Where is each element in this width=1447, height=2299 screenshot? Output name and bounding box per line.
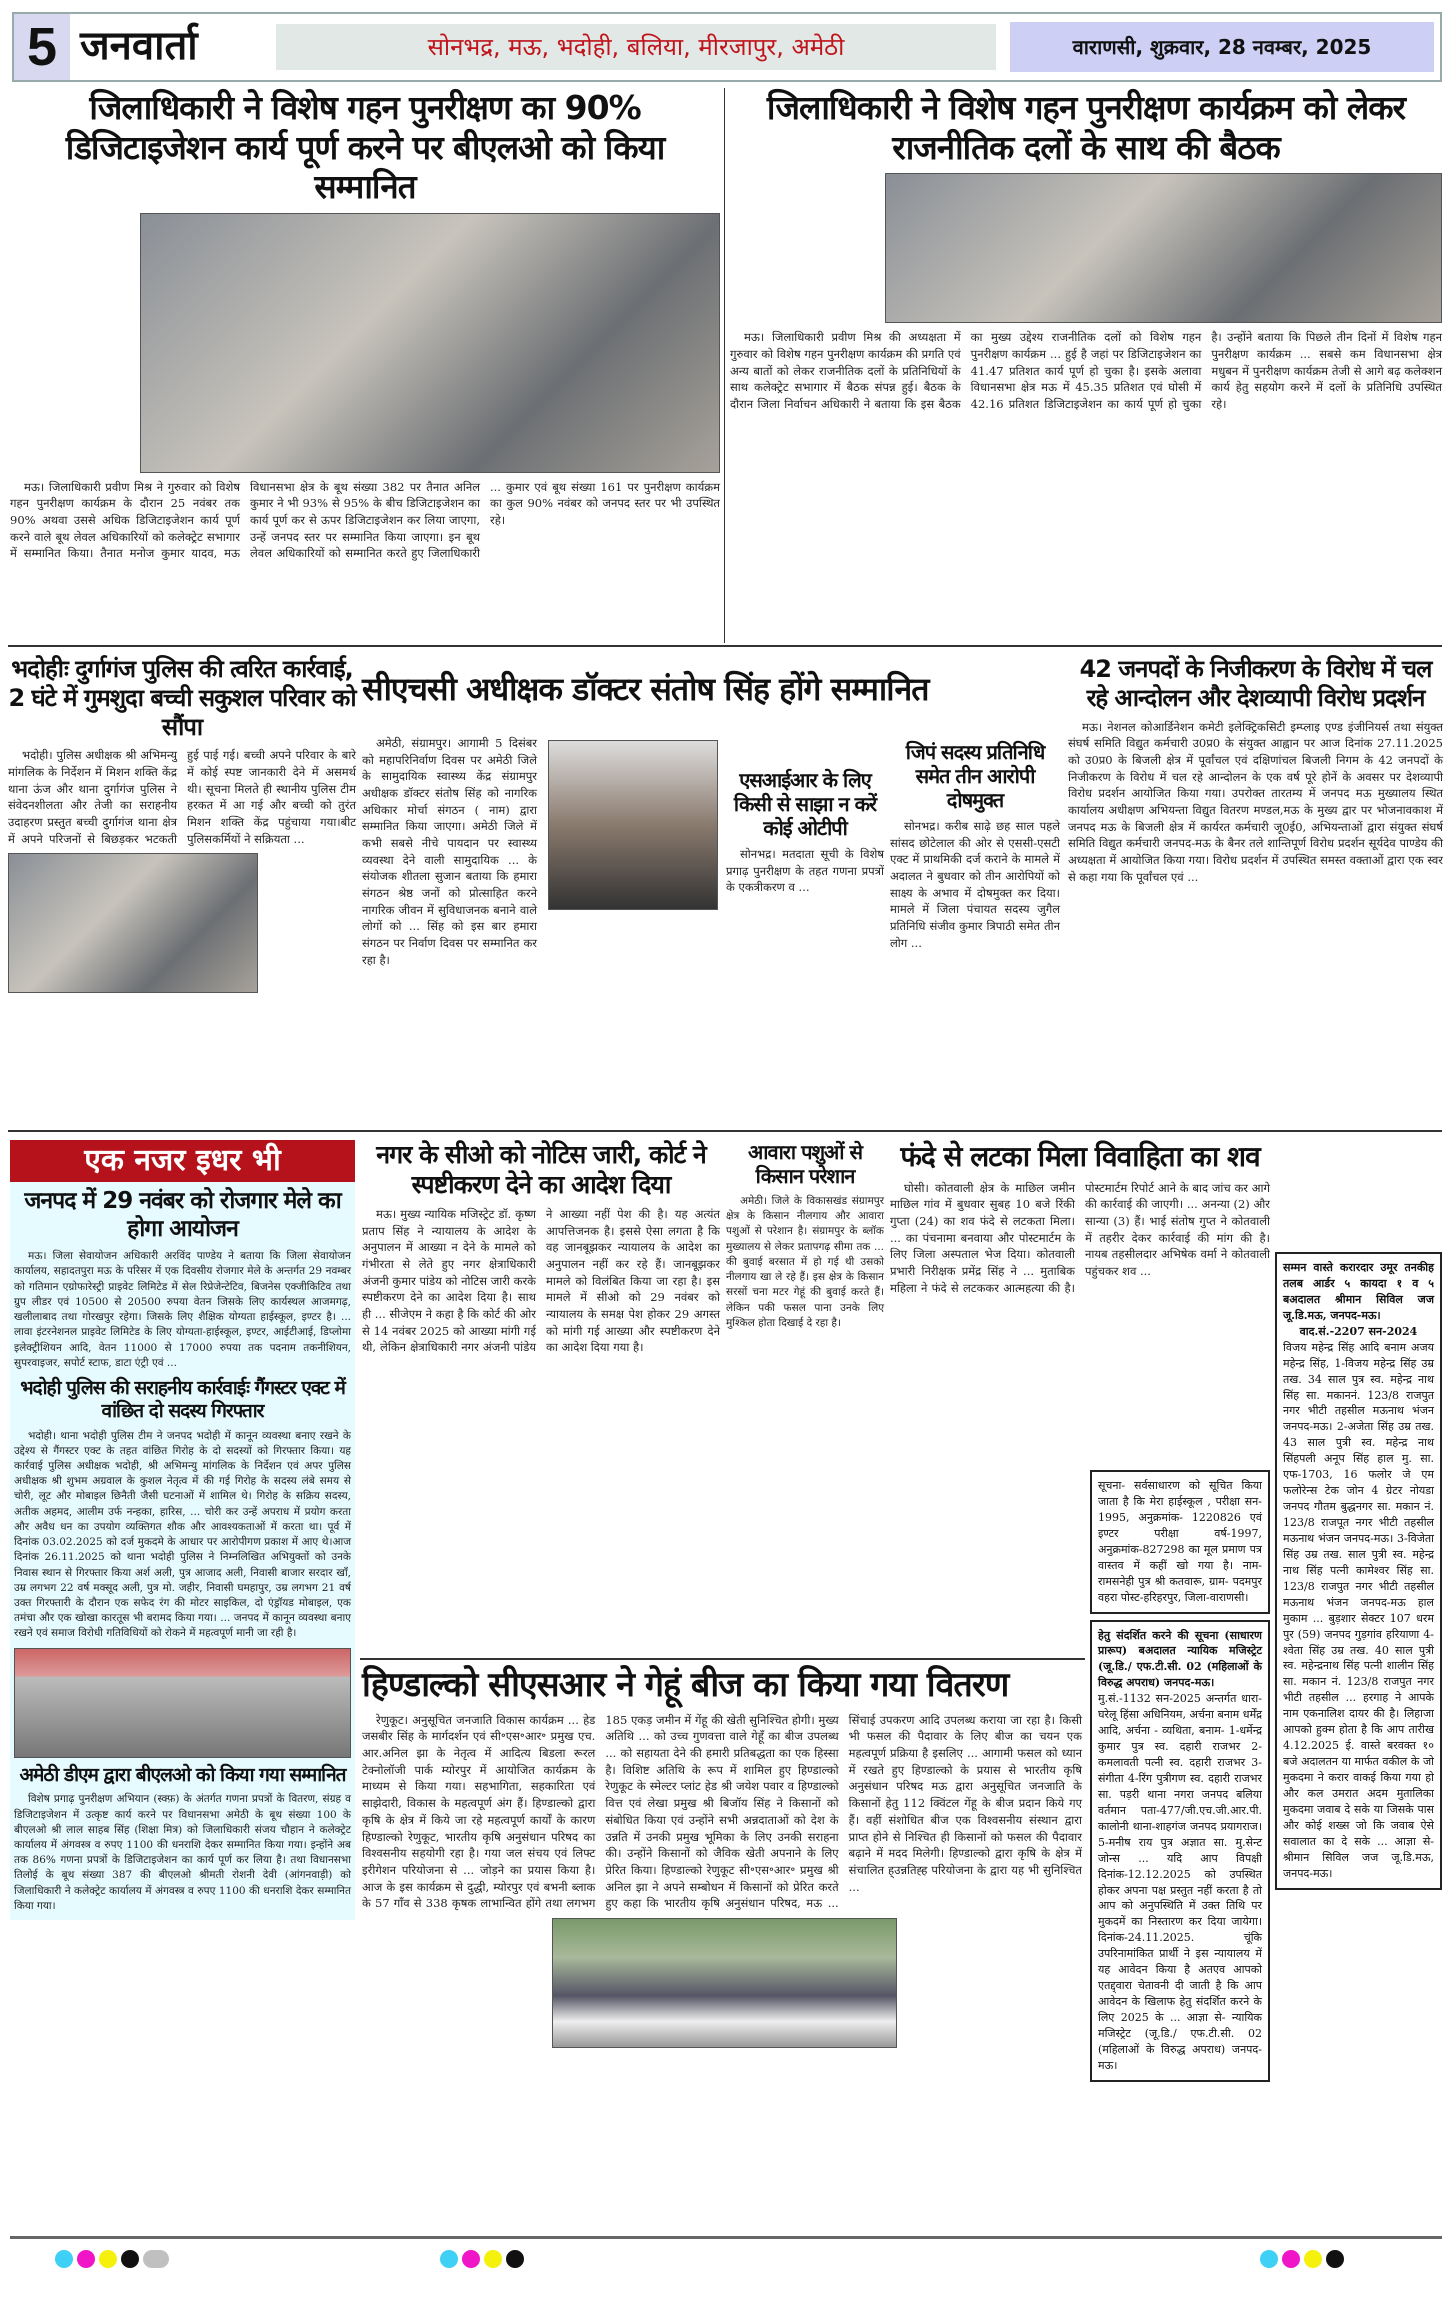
section-rule	[8, 1130, 1442, 1132]
photo-seed-distribution	[552, 1918, 897, 2048]
yellow-dot	[99, 2250, 117, 2268]
notice-lost-certificate: सूचना- सर्वसाधारण को सूचित किया जाता है कि मेरा हाईस्कूल , परीक्षा सन- 1995, अनुक्रमांक- 1220826 एवं इण्टर परीक्षा वर्ष-1997, अनुक्रमांक-827298 का मूल प्रमाण पत्र वास्तव में कहीं खो गया है। नाम- रामसनेही पुत्र श्री कतवारू, ग्राम- पदमपुर वहरा पोस्ट-हरिहरपुर, जिला-वाराणसी।	[1090, 1470, 1270, 1614]
article-bhadohi-child: भदोही। पुलिस अधीक्षक श्री अभिमन्यु मांगलिक के निर्देशन में मिशन शक्ति केंद्र थाना ऊंज और थाना दुर्गागंज पुलिस ने संवेदनशीलता और तेजी का सराहनीय उदाहरण प्रस्तुत बच्ची दुर्गागंज थाना क्षेत्र में अपने परिजनों से बिछड़कर भटकती हुई पाई गई। बच्ची अपने परिवार के बारे में कोई स्पष्ट जानकारी देने में असमर्थ थी। सूचना मिलते ही स्थानीय पुलिस टीम हरकत में आ गई और बच्ची को तुरंत मिशन शक्ति केंद्र पहुंचाया गया।बीट पुलिसकर्मियों ने सक्रियता ...	[8, 748, 356, 846]
article-privatisation: मऊ। नेशनल कोआर्डिनेशन कमेटी इलेक्ट्रिकसिटी इम्प्लाइ एण्ड इंजीनियर्स तथा संयुक्त संघर्ष समिति विद्युत कर्मचारी उ0प्र0 के संयुक्त आह्वान पर आज दिनांक 27.11.2025 को उ0प्र0 के बिजली क्षेत्र में पूर्वांचल एवं दक्षिणांचल बिजली निगम के 42 जनपदों के निजीकरण के विरोध में चल रहे आन्दोलन के एक वर्ष पूरे होनें के अवसर पर देशव्यापी विरोध प्रदर्शन आयोजित किया गया। उपरोक्त तारतम्य में जनपद मऊ मुख्यालय स्थित कार्यालय अधीक्षण अभियन्ता विद्युत वितरण मण्डल,मऊ के मुख्य द्वार पर भोजनावकाश में जनपद मऊ के बिजली क्षेत्र में कार्यरत कर्मचारी जू0ई0, अभियन्ताओं द्वारा संयुक्त संघर्ष समिति विद्युत कर्मचारी जनपद-मऊ के बैनर तले शान्तिपूर्ण विरोध प्रदर्शन सूर्यदेव पाण्डेय की अध्यक्षता में आयोजित किया गया। विरोध प्रदर्शन में उपस्थित समस्त वक्ताओं द्वारा एक स्वर से कहा गया कि पूर्वांचल एवं ...	[1068, 719, 1443, 884]
cyan-dot	[55, 2250, 73, 2268]
article-zip-member: सोनभद्र। करीब साढ़े छह साल पहले सांसद छोटेलाल की ओर से एससी-एसटी एक्ट में प्राथमिकी दर्ज कराने के मामले में अदालत ने बुधवार को तीन आरोपियों को साक्ष्य के अभाव में दोषमुक्त कर दिया। मामले में जिला पंचायत सदस्य जुगैल प्रतिनिधि संजीव कुमार त्रिपाठी समेत तीन लोग ...	[890, 819, 1060, 950]
article-sir-otp: सोनभद्र। मतदाता सूची के विशेष प्रगाढ़ पुनरीक्षण के तहत गणना प्रपत्रों के एकत्रीकरण व ...	[726, 847, 884, 895]
headline-chc-doctor: सीएचसी अधीक्षक डॉक्टर संतोष सिंह होंगे सम्मानित	[362, 670, 929, 708]
photo-mission-shakti-kendra	[8, 853, 258, 993]
black-dot	[1326, 2250, 1344, 2268]
magenta-dot	[77, 2250, 95, 2268]
registration-marks-middle	[440, 2250, 528, 2272]
black-dot	[121, 2250, 139, 2268]
article-party-meeting-body: मऊ। जिलाधिकारी प्रवीण मिश्र की अध्यक्षता में गुरुवार को विशेष गहन पुनरीक्षण कार्यक्रम की प्रगति एवं अन्य बातों को लेकर राजनीतिक दलों के प्रतिनिधियों के साथ कलेक्ट्रेट सभागार में बैठक संपन्न हुई। बैठक के दौरान जिला निर्वाचन अधिकारी ने बताया कि इस बैठक का मुख्य उद्देश्य राजनीतिक दलों को विशेष गहन पुनरीक्षण कार्यक्रम ... हुई है जहां पर डिजिटाइजेशन का 41.47 प्रतिशत कार्य पूर्ण हो चुका है। इसके अलावा विधानसभा क्षेत्र मऊ में 45.35 प्रतिशत एवं घोसी में 42.16 प्रतिशत डिजिटाइजेशन का कार्य पूर्ण हो चुका है। उन्होंने बताया कि पिछले तीन दिनों में विशेष गहन पुनरीक्षण कार्यक्रम ... सबसे कम विधानसभा क्षेत्र मधुबन में पुनरीक्षण कार्यक्रम तेजी से आगे बढ़ कलेक्शन कार्य हेतु सहयोग करने में दलों के प्रतिनिधि उपस्थित रहे।	[730, 330, 1442, 411]
headline-gangster: भदोही पुलिस की सराहनीय कार्रवाईः गैंगस्टर एक्ट में वांछित दो सदस्य गिरफ्तार	[20, 1376, 345, 1422]
headline-co-notice: नगर के सीओ को नोटिस जारी, कोर्ट ने स्पष्टीकरण देने का आदेश दिया	[376, 1140, 706, 1199]
headline-hanging: फंदे से लटका मिला विवाहिता का शव	[900, 1140, 1260, 1173]
headline-bhadohi-child: भदोहीः दुर्गागंज पुलिस की त्वरित कार्रवाई, 2 घंटे में गुमशुदा बच्ची सकुशल परिवार को सौंपा	[8, 655, 356, 741]
cyan-dot	[440, 2250, 458, 2268]
magenta-dot	[462, 2250, 480, 2268]
yellow-dot	[484, 2250, 502, 2268]
headline-party-meeting: जिलाधिकारी ने विशेष गहन पुनरीक्षण कार्यक्रम को लेकर राजनीतिक दलों के साथ की बैठक	[766, 88, 1406, 167]
article-amethi-dm: विशेष प्रगाढ़ पुनरीक्षण अभियान (स्क्फ़) के अंतर्गत गणना प्रपत्रों के वितरण, संग्रह व डिजिटाइजेशन में उत्कृष्ट कार्य करने पर विधानसभा अमेठी के बूथ संख्या 100 के बीएलओ श्री लाल साहब सिंह (शिक्षा मित्र) को जिलाधिकारी संजय चौहान ने कलेक्ट्रेट कार्यालय में अंगवस्त्र व रुपए 1100 की धनराशि देकर सम्मानित किया गया। इन्होंने अब तक 86% गणना प्रपत्रों के डिजिटाइजेशन का कार्य पूर्ण कर लिया है। तथा विधानसभा तिलोई के बूथ संख्या 387 की बीएलओ श्रीमती रोशनी देवी (आंगनवाड़ी) को जिलाधिकारी ने कलेक्ट्रेट कार्यालय में अंगवस्त्र व रुपए 1100 की धनराशि देकर सम्मानित किया गया।	[14, 1793, 351, 1912]
photo-dr-santosh-singh	[548, 740, 718, 910]
story-co-notice	[362, 1140, 720, 1356]
gray-dot	[143, 2250, 169, 2268]
story-zip-member	[890, 740, 1060, 951]
paper-name: जनवार्ता	[80, 23, 198, 69]
story-bhadohi-child	[8, 655, 356, 993]
story-blo-honour	[10, 88, 720, 562]
cyan-dot	[1260, 2250, 1278, 2268]
story-sir-otp	[726, 768, 884, 896]
page-number: 5	[14, 14, 70, 80]
headline-stray-cattle: आवारा पशुओं से किसान परेशान	[748, 1140, 862, 1188]
article-rozgar-mela: मऊ। जिला सेवायोजन अधिकारी अरविंद पाण्डेय ने बताया कि जिला सेवायोजन कार्यालय, सहादतपुरा मऊ के परिसर में एक दिवसीय रोजगार मेले के अन्तर्गत 29 नवम्बर को गतिमान एग्रोफारेस्ट्री प्राइवेट लिमिटेड में सेल रिप्रेजेन्टेटिव, बिजनेस एक्जीकिटिव तथा ग्रुप लीडर एवं 10500 से 20500 रुपया वेतन जिसके लिए कार्यस्थल आजमगढ़, खलीलाबाद तथा गोरखपुर रहेगा। जिसके लिए शैक्षिक योग्यता हाईस्कूल, इण्टर है। ... लावा इंटरनेशनल प्राइवेट लिमिटेड के लिए योग्यता-हाईस्कूल, इण्टर, आईटीआई, डिप्लोमा इलेक्ट्रीशियन आदि, वेतन 11000 से 17000 रुपया तक पदनाम तकनीशियन, सुपरवाइजर, सपोर्ट स्टाफ, डाटा एंट्री एवं ...	[14, 1250, 351, 1369]
headline-privatisation: 42 जनपदों के निजीकरण के विरोध में चल रहे आन्दोलन और देशव्यापी विरोध प्रदर्शन	[1079, 655, 1432, 712]
headline-blo-honour: जिलाधिकारी ने विशेष गहन पुनरीक्षण का 90% डिजिटाइजेशन कार्य पूर्ण करने पर बीएलओ को किया सम्मानित	[65, 88, 665, 207]
ek-nazar-box	[10, 1140, 355, 1920]
registration-marks-right	[1260, 2250, 1348, 2272]
black-dot	[506, 2250, 524, 2268]
article-stray-cattle: अमेठी। जिले के विकासखंड संग्रामपुर क्षेत्र के किसान नीलगाय और आवारा पशुओं से परेशान है। संग्रामपुर के ब्लॉक मुख्यालय से लेकर प्रतापगढ़ सीमा तक ... की बुवाई बरसात में हो गई थी उसको नीलगाय खा ले रहे हैं। इस क्षेत्र के किसान सरसों चना मटर गेहूं की बुवाई करते हैं। लेकिन पकी फसल पाना उनके लिए मुश्किल होता दिखाई दे रहा है।	[726, 1195, 884, 1329]
story-hanging	[890, 1140, 1270, 1296]
magenta-dot	[1282, 2250, 1300, 2268]
article-hindalco: रेणुकूट। अनुसूचित जनजाति विकास कार्यक्रम ... हेड जसबीर सिंह के मार्गदर्शन एवं सी॰एस॰आर॰ प्रमुख एच. आर.अनिल झा के नेतृत्व में आदित्य बिडला रूरल टेक्नोलॉजी पार्क म्योरपुर में आयोजित कार्यक्रम के माध्यम से किया गया। सहभागिता, सहकारिता एवं साझेदारी, विकास के महत्वपूर्ण अंग हैं। हिण्डाल्को द्वारा कृषि के क्षेत्र में किये जा रहे महत्वपूर्ण कार्यों के कारण हिण्डाल्को रेणुकूट, भारतीय कृषि अनुसंधान परिषद का विश्वसनीय सहयोगी रहा है। गया जल संचय एवं लिफ्ट इरीगेशन परियोजना से ... जोड़ने का प्रयास किया है। आज के इस कार्यक्रम से दुद्धी, म्योरपुर एवं बभनी ब्लाक के 57 गाँव से 338 कृषक लाभान्वित होंगे तथा लगभग 185 एकड़ जमीन में गेंहू की खेती सुनिश्चित होगी। मुख्य अतिथि ... को उच्च गुणवत्ता वाले गेहूँ का बीज उपलब्ध ... को सहायता देने की हमारी प्रतिबद्धता का एक हिस्सा है। विशिष्ट अतिथि के रूप में शामिल हुए हिण्डाल्को रेणुकूट के स्मेल्टर प्लांट हेड श्री जयेश पवार व हिण्डाल्को वित्त एवं लेखा प्रमुख श्री बिजॉय सिंह ने किसानों को संबोधित किया एवं उन्होंने सभी अन्नदाताओं को देश के उन्नति में उनकी प्रमुख भूमिका के लिए उनकी सराहना की। उन्होंने किसानों को जैविक खेती अपनाने के लिए प्रेरित किया। हिण्डाल्को रेणुकूट सी॰एस॰आर॰ प्रमुख श्री अनिल झा ने अपने सम्बोधन में किसानों को प्रेरित करते हुए कहा कि भारतीय कृषि अनुसंधान परिषद, मऊ ... सिंचाई उपकरण आदि उपलब्ध कराया जा रहा है। किसी भी फसल की पैदावार के लिए बीज का चयन एक महत्वपूर्ण प्रक्रिया है इसलिए ... आगामी फसल को ध्यान में रखते हुए हिण्डाल्को के प्रयास से भारतीय कृषि अनुसंधान परिषद मऊ द्वारा अनुसूचित जनजाति के किसानों हेतु 112 क्विंटल गेंहू के बीज प्रदान किये गए हैं। वहीं संशोधित बीज एक विश्वसनीय संस्थान द्वारा प्राप्त होने से निश्चित ही किसानों को फसल की पैदावार बढ़ाने में मदद मिलेगी। हिण्डाल्को द्वारा कृषि के क्षेत्र में संचालित ह्उन्नतिह्ह परियोजना के द्वारा यह भी सुनिश्चित ...	[362, 1712, 1082, 1911]
article-blo-honour-body: मऊ। जिलाधिकारी प्रवीण मिश्र ने गुरुवार को विशेष गहन पुनरीक्षण कार्यक्रम के दौरान 25 नवंबर तक 90% अथवा उससे अधिक डिजिटाइजेशन कार्य पूर्ण करने वाले बूथ लेवल अधिकारियों को कलेक्ट्रेट सभागार में सम्मानित किया। तैनात मनोज कुमार यादव, मऊ विधानसभा क्षेत्र के बूथ संख्या 382 पर तैनात अनिल कुमार ने भी 93% से 95% के बीच डिजिटाइजेशन का कार्य पूर्ण कर से ऊपर डिजिटाइजेशन कर लिया जाएगा, उन्हें जनपद स्तर पर सम्मानित किया जाएगा। इन बूथ लेवल अधिकारियों को सम्मानित करते हुए जिलाधिकारी ... कुमार एवं बूथ संख्या 161 पर पुनरीक्षण कार्यक्रम का कुल 90% नवंबर को जनपद स्तर पर भी उपस्थित रहे।	[10, 479, 720, 561]
district-strip: सोनभद्र, मऊ, भदोही, बलिया, मीरजापुर, अमेठी	[276, 24, 996, 70]
story-hindalco	[362, 1665, 1082, 2048]
notice-civil-judge: सम्मन वास्ते करारदार उमूर तनकीह तलब आर्डर ५ कायदा १ व ५ बअदालत श्रीमान सिविल जज जू.डि.मऊ, जनपद-मऊ। वाद.सं.-2207 सन-2024 विजय महेन्द्र सिंह आदि बनाम अजय महेन्द्र सिंह, 1-विजय महेन्द्र सिंह उम्र तख. 34 साल पुत्र स्व. महेन्द्र नाथ सिंह सा. मकाननं. 123/8 राजपुत नगर भीटी तहसील मऊनाथ भंजन जनपद-मऊ। 2-अजेता सिंह उम्र तख. 43 साल पुत्री स्व. महेन्द्र नाथ सिंहपली अनूप सिंह हाल मु. सा. एफ-1703, 16 फलोर जे एम फलोरेन्स टेक जोन 4 ग्रेटर नोयडा जनपद गौतम बुद्धनगर सा. मकान नं. 123/8 राजपूत नगर भीटी तहसील मऊनाथ भंजन जनपद-मऊ। 3-विजेता सिंह उम्र तख. साल पुत्री स्व. महेन्द्र नाथ सिंह पत्नी कामेश्वर सिंह सा. 123/8 राजपुत नगर भीटी तहसील मऊनाथ भंजन जनपद-मऊ हाल मुकाम ... बुड़शार सेक्टर 107 धरम पुर (59) जनपद गुड़गांव हरियाणा 4-श्वेता सिंह उम्र तख. 40 साल पुत्री स्व. महेन्द्रनाथ सिंह पत्नी शालीन सिंह सा. मकान नं. 123/8 राजपुत नगर भीटी तहसील ... हरगाह ने आपके नाम एकनालिश दायर की है। लिहाजा आपको हुक्म होता है कि आप तारीख 4.12.2025 ई. वास्ते बरवक्त १० बजे अदालतन या मार्फत वकील के जो मुकदमा ने करार वाकई किया गया हो और कल उमरात अदम मुतालिका मुकदमा जवाब दे सके या जिसके पास और कोई शख्स जो कि जवाब ऐसे सवालात का दे सके ... आज्ञा से- श्रीमान सिविल जज जू.डि.मऊ, जनपद-मऊ।	[1275, 1252, 1442, 1890]
headline-rozgar-mela: जनपद में 29 नवंबर को रोजगार मेले का होगा आयोजन	[24, 1188, 341, 1242]
headline-hindalco: हिण्डाल्को सीएसआर ने गेहूं बीज का किया गया वितरण	[362, 1665, 1009, 1705]
dateline: वाराणसी, शुक्रवार, 28 नवम्बर, 2025	[1010, 22, 1434, 72]
article-chc-doctor: अमेठी, संग्रामपुर। आगामी 5 दिसंबर को महापरिनिर्वाण दिवस पर अमेठी जिले के सामुदायिक स्वास्थ्य केंद्र संग्रामपुर अधीक्षक डॉक्टर संतोष सिंह को नागरिक अधिकार मोर्चा संगठन ( नाम) द्वारा सम्मानित किया जाएगा। अमेठी जिले में कभी सबसे नीचे पायदान पर स्वास्थ्य व्यवस्था देने वाली सामुदायिक ... के संयोजक शीतला सुजान बताया कि हमारा संगठन श्रेष्ठ जनों को प्रोत्साहित करने नागरिक जीवन में सुविधाजनक बनाने वाले लोगों को ... सिंह को इस बार हमारा संगठन पर निर्वाण दिवस पर सम्मानित कर रहा है।	[362, 736, 537, 967]
section-rule	[360, 1658, 1085, 1660]
photo-bhadohi-police	[14, 1648, 351, 1758]
headline-zip-member: जिपं सदस्य प्रतिनिधि समेत तीन आरोपी दोषमुक्त	[905, 740, 1045, 812]
column-divider	[724, 88, 725, 643]
story-stray-cattle	[726, 1140, 884, 1331]
ek-nazar-banner: एक नजर इधर भी	[10, 1140, 355, 1182]
headline-amethi-dm: अमेठी डीएम द्वारा बीएलओ को किया गया सम्मानित	[19, 1763, 346, 1786]
headline-sir-otp: एसआईआर के लिए किसी से साझा न करें कोई ओटीपी	[733, 768, 877, 840]
yellow-dot	[1304, 2250, 1322, 2268]
photo-party-meeting	[885, 173, 1442, 323]
registration-marks-left	[55, 2250, 173, 2272]
story-privatisation	[1068, 655, 1443, 885]
masthead	[12, 12, 1442, 82]
article-gangster: भदोही। थाना भदोही पुलिस टीम ने जनपद भदोही में कानून व्यवस्था बनाए रखने के उद्देश्य से गैंगस्टर एक्ट के तहत वांछित गिरोह के दो सदस्यों को गिरफ्तार किया। यह कार्रवाई पुलिस अधीक्षक भदोही, श्री अभिमन्यु मांगलिक के निर्देशन एवं अपर पुलिस अधीक्षक श्री शुभम अग्रवाल के कुशल नेतृत्व में की गई गिरोह के सदस्य लंबे समय से चोरी, लूट और मोबाइल छिनैती जैसी घटनाओं में शामिल थे। गिरोह के सक्रिय सदस्य, अतीक अहमद, आलीम उर्फ नन्हका, हारिस, ... चोरी कर उन्हें अपराध में प्रयोग करता और अवैध धन का उपयोग व्यक्तिगत शौक और आवश्यकताओं में करता था। पूर्व में दिनांक 03.02.2025 को दर्ज मुकदमे के आधार पर आरोपीगण प्रकाश में आए थे।आज दिनांक 26.11.2025 को थाना भदोही पुलिस ने निम्नलिखित अभियुक्तों को उनके निवास स्थान से गिरफ्तार किया अर्श अली, पुत्र आजाद अली, निवासी बाजार सरदार खाँ, उम्र लगभग 22 वर्ष मक्सूद अली, पुत्र मो. जहीर, निवासी घमहापुर, उम्र लगभग 21 वर्ष उक्त गिरफ्तारी के दौरान एक सफेद रंग की मोटर साइकिल, दो एंड्रॉयड मोबाइल, एक तमंचा और एक खोखा कारतूस भी बरामद किया गया। ... जनपद में कानून व्यवस्था बनाए रखने एवं समाज विरोधी गतिविधियों को रोकने में महत्वपूर्ण मानी जा रही है।	[14, 1429, 351, 1640]
article-co-notice: मऊ। मुख्य न्यायिक मजिस्ट्रेट डॉ. कृष्ण प्रताप सिंह ने न्यायालय के आदेश के अनुपालन में आख्या न देने के मामले को गंभीरता से लेते हुए नगर क्षेत्राधिकारी अंजनी कुमार पांडेय को नोटिस जारी करके स्पष्टीकरण देने का आदेश दिया है। साथ ही ... सीजेएम ने कहा है कि कोर्ट की ओर से 14 नवंबर 2025 को आख्या मांगी गई थी, लेकिन क्षेत्राधिकारी नगर अंजनी पांडेय ने आख्या नहीं पेश की है। यह अत्यंत आपत्तिजनक है। इससे ऐसा लगता है कि वह जानबूझकर न्यायालय के आदेश का अनुपालन नहीं कर रहे हैं। जानबूझकर मामले को विलंबित किया जा रहा है। इस मामले में सीओ को 29 नवंबर को न्यायालय के समक्ष पेश होकर 29 अगस्त को मांगी गई आख्या और स्पष्टीकरण देने का आदेश दिया गया है।	[362, 1207, 720, 1355]
notices-column	[1090, 1470, 1270, 2082]
footer-rule	[10, 2236, 1442, 2239]
photo-blo-honour	[140, 213, 720, 473]
article-hanging: घोसी। कोतवाली क्षेत्र के माछिल जमीन माछिल गांव में बुधवार सुबह 10 बजे रिंकी गुप्ता (24) का शव फंदे से लटकता मिला। ... का पंचनामा बनवाया और पोस्टमार्टम के लिए जिला अस्पताल भेज दिया। कोतवाली प्रभारी निरीक्षक प्रमेंद्र सिंह ने ... मुताबिक महिला ने फंदे से लटककर आत्महत्या की है। पोस्टमार्टम रिपोर्ट आने के बाद जांच कर आगे की कार्रवाई की जाएगी। ... अनन्या (2) और सान्या (3) हैं। भाई संतोष गुप्त ने कोतवाली में तहरीर देकर कार्रवाई की मांग की है। नायब तहसीलदार अभिषेक वर्मा ने कोतवाली पहुंचकर शव ...	[890, 1180, 1270, 1295]
notice-magistrate: हेतु संदर्शित करने की सूचना (साधारण प्रारूप) बअदालत न्यायिक मजिस्ट्रेट (जू.डि./ एफ.टी.सी. 02 (महिलाओं के विरुद्ध अपराध) जनपद-मऊ। मु.सं.-1132 सन-2025 अन्तर्गत धारा-घरेलू हिंसा अधिनियम, अर्चना बनाम धर्मेंद्र आदि, अर्चना - व्यथिता, बनाम- 1-धर्मेन्द्र कुमार पुत्र स्व. दहारी राजभर 2-कमलावती पत्नी स्व. दहारी राजभर 3-संगीता 4-रिंग पुत्रीगण स्व. दहारी राजभर सा. पड़री थाना नगरा जनपद बलिया वर्तमान पता-477/जी.एच.जी.आर.पी. कालोनी थाना-शाहगंज जनपद प्रयागराज। 5-मनीष राय पुत्र अज्ञात सा. मु.सेन्ट जोन्स ... यदि आप विपक्षी दिनांक-12.12.2025 को उपस्थित होकर अपना पक्ष प्रस्तुत नहीं करता है तो आप को अनुपस्थिति में उक्त तिथि पर मुकदमें का निस्तारण कर दिया जायेगा। दिनांक-24.11.2025. चूंकि उपरिनामांकित प्रार्थी ने इस न्यायालय में यह आवेदन किया है अतएव आपको एतद्द्वारा चेतावनी दी जाती है कि आप आवेदन के खिलाफ हेतु संदर्शित करने के लिए 2025 के ... आज्ञा से- न्यायिक मजिस्ट्रेट (जू.डि./ एफ.टी.सी. 02 (महिलाओं के विरुद्ध अपराध) जनपद-मऊ।	[1090, 1620, 1270, 2082]
section-rule	[8, 645, 1442, 647]
story-party-meeting	[730, 88, 1442, 413]
